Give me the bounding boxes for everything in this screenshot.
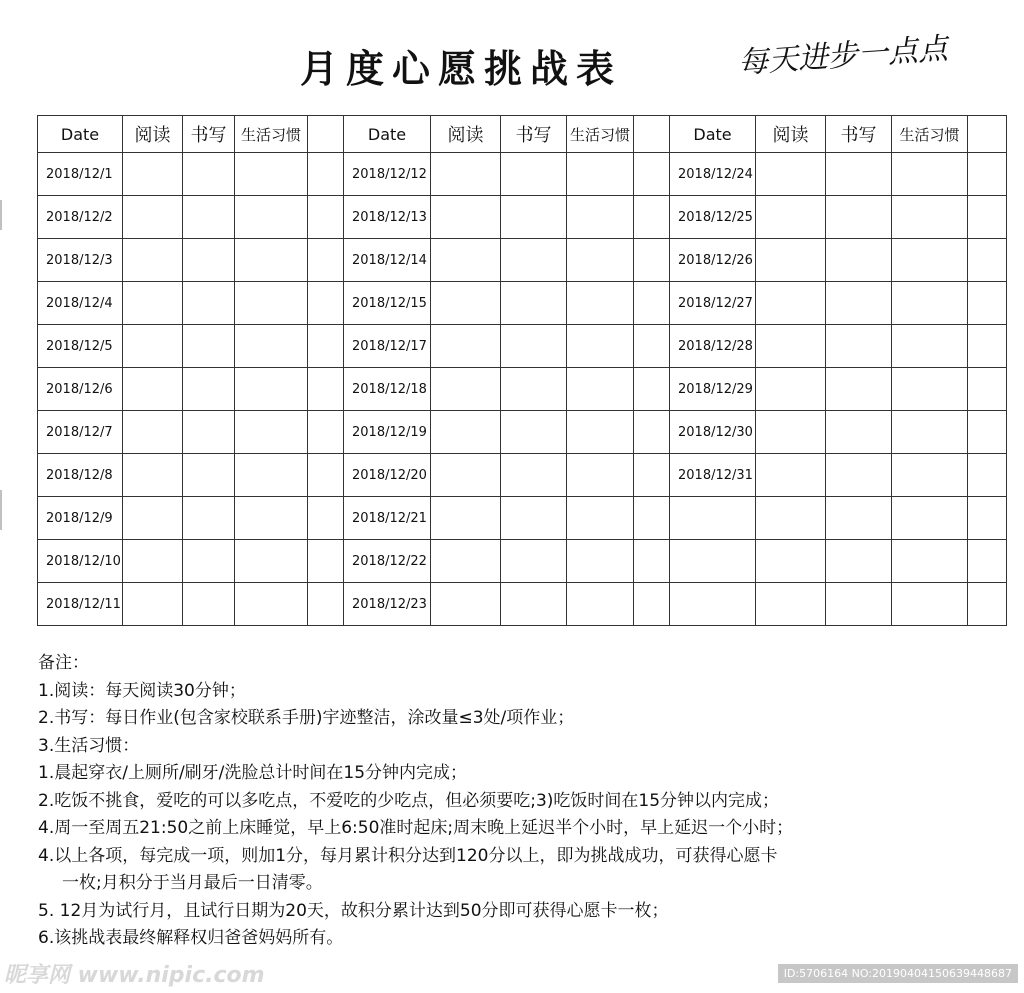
check-cell[interactable] xyxy=(634,583,670,626)
page-title: 月度心愿挑战表 xyxy=(300,47,623,91)
check-cell[interactable] xyxy=(892,497,968,540)
date-cell: 2018/12/29 xyxy=(670,368,756,411)
table-row xyxy=(344,454,670,497)
check-cell[interactable] xyxy=(123,497,183,540)
check-cell[interactable] xyxy=(235,583,308,626)
table-row xyxy=(38,583,344,626)
table-row xyxy=(670,239,1007,282)
check-cell[interactable] xyxy=(501,282,567,325)
check-cell[interactable] xyxy=(308,411,344,454)
check-cell[interactable] xyxy=(501,411,567,454)
check-cell[interactable] xyxy=(123,282,183,325)
date-cell: 2018/12/24 xyxy=(670,153,756,196)
date-cell: 2018/12/11 xyxy=(38,583,123,626)
check-cell[interactable] xyxy=(892,153,968,196)
notes-heading: 备注： xyxy=(38,653,89,673)
check-cell[interactable] xyxy=(308,540,344,583)
table-row xyxy=(344,411,670,454)
check-cell[interactable] xyxy=(968,282,1007,325)
check-cell[interactable] xyxy=(308,368,344,411)
date-cell: 2018/12/18 xyxy=(344,368,431,411)
check-cell[interactable] xyxy=(826,368,892,411)
table-row xyxy=(344,196,670,239)
header-habits: 生活习惯 xyxy=(892,116,968,153)
date-cell: 2018/12/7 xyxy=(38,411,123,454)
check-cell[interactable] xyxy=(826,153,892,196)
check-cell[interactable] xyxy=(826,454,892,497)
table-row xyxy=(344,368,670,411)
check-cell[interactable] xyxy=(892,454,968,497)
date-cell: 2018/12/6 xyxy=(38,368,123,411)
table-row xyxy=(344,540,670,583)
check-cell[interactable] xyxy=(431,282,501,325)
check-cell[interactable] xyxy=(756,368,826,411)
check-cell[interactable] xyxy=(826,411,892,454)
check-cell[interactable] xyxy=(123,196,183,239)
header-writing: 书写 xyxy=(826,116,892,153)
check-cell[interactable] xyxy=(235,239,308,282)
check-cell[interactable] xyxy=(123,583,183,626)
date-cell: 2018/12/4 xyxy=(38,282,123,325)
check-cell[interactable] xyxy=(567,153,634,196)
check-cell[interactable] xyxy=(634,497,670,540)
date-cell: 2018/12/22 xyxy=(344,540,431,583)
check-cell[interactable] xyxy=(308,583,344,626)
check-cell[interactable] xyxy=(892,282,968,325)
header-habits: 生活习惯 xyxy=(567,116,634,153)
table-row xyxy=(38,153,344,196)
table-row xyxy=(670,411,1007,454)
check-cell[interactable] xyxy=(756,325,826,368)
check-cell[interactable] xyxy=(756,583,826,626)
watermark-id: ID:5706164 NO:20190404150639448687 xyxy=(778,964,1018,983)
date-cell: 2018/12/13 xyxy=(344,196,431,239)
header-reading: 阅读 xyxy=(431,116,501,153)
table-row xyxy=(344,239,670,282)
notes xyxy=(38,650,998,953)
table-row xyxy=(38,196,344,239)
check-cell[interactable] xyxy=(634,282,670,325)
edge-mark xyxy=(0,490,2,530)
date-cell: 2018/12/8 xyxy=(38,454,123,497)
check-cell[interactable] xyxy=(123,368,183,411)
date-cell: 2018/12/19 xyxy=(344,411,431,454)
date-cell: 2018/12/12 xyxy=(344,153,431,196)
watermark-logo: 昵享网 www.nipic.com xyxy=(4,963,265,988)
check-cell[interactable] xyxy=(235,325,308,368)
check-cell[interactable] xyxy=(183,196,235,239)
note-line: 1.晨起穿衣/上厕所/刷牙/洗脸总计时间在15分钟内完成； xyxy=(38,763,468,783)
check-cell[interactable] xyxy=(634,368,670,411)
check-cell[interactable] xyxy=(756,239,826,282)
check-cell[interactable] xyxy=(968,153,1007,196)
table-row xyxy=(670,325,1007,368)
check-cell[interactable] xyxy=(567,411,634,454)
note-line: 2.书写：每日作业(包含家校联系手册)宇迹整洁，涂改量≤3处/项作业； xyxy=(38,708,575,728)
table-row xyxy=(670,583,1007,626)
table-row xyxy=(670,368,1007,411)
check-cell[interactable] xyxy=(968,497,1007,540)
date-cell: 2018/12/5 xyxy=(38,325,123,368)
check-cell[interactable] xyxy=(431,368,501,411)
check-cell[interactable] xyxy=(756,196,826,239)
date-cell: 2018/12/2 xyxy=(38,196,123,239)
check-cell[interactable] xyxy=(431,454,501,497)
check-cell[interactable] xyxy=(756,497,826,540)
check-cell[interactable] xyxy=(968,540,1007,583)
check-cell[interactable] xyxy=(634,153,670,196)
date-cell: 2018/12/15 xyxy=(344,282,431,325)
check-cell[interactable] xyxy=(826,583,892,626)
check-cell[interactable] xyxy=(892,239,968,282)
check-cell[interactable] xyxy=(892,411,968,454)
chart-block-3 xyxy=(669,115,1007,626)
date-cell: 2018/12/9 xyxy=(38,497,123,540)
check-cell[interactable] xyxy=(968,583,1007,626)
note-line: 3.生活习惯： xyxy=(38,735,140,756)
table-row xyxy=(38,325,344,368)
header-blank xyxy=(968,116,1007,153)
table-row xyxy=(670,153,1007,196)
header-writing: 书写 xyxy=(183,116,235,153)
check-cell[interactable] xyxy=(756,411,826,454)
check-cell[interactable] xyxy=(567,583,634,626)
check-cell[interactable] xyxy=(756,282,826,325)
check-cell[interactable] xyxy=(183,497,235,540)
check-cell[interactable] xyxy=(826,540,892,583)
check-cell[interactable] xyxy=(567,325,634,368)
check-cell[interactable] xyxy=(123,540,183,583)
check-cell[interactable] xyxy=(892,583,968,626)
date-cell: 2018/12/1 xyxy=(38,153,123,196)
date-cell: 2018/12/17 xyxy=(344,325,431,368)
note-line: 2.吃饭不挑食，爱吃的可以多吃点，不爱吃的少吃点，但必须要吃;3)吃饭时间在15分钟以内完成； xyxy=(38,790,780,811)
check-cell[interactable] xyxy=(567,196,634,239)
date-cell: 2018/12/28 xyxy=(670,325,756,368)
check-cell[interactable] xyxy=(968,368,1007,411)
check-cell[interactable] xyxy=(567,282,634,325)
table-row xyxy=(38,540,344,583)
slogan: 每天进步一点点 xyxy=(737,31,949,81)
check-cell[interactable] xyxy=(308,325,344,368)
header-row xyxy=(670,116,1007,153)
check-cell[interactable] xyxy=(183,282,235,325)
check-cell[interactable] xyxy=(123,411,183,454)
chart-block-1 xyxy=(37,115,344,626)
table-row xyxy=(344,583,670,626)
date-cell: 2018/12/23 xyxy=(344,583,431,626)
header-date: Date xyxy=(670,116,756,153)
check-cell[interactable] xyxy=(567,239,634,282)
check-cell[interactable] xyxy=(501,239,567,282)
table-row xyxy=(38,497,344,540)
check-cell[interactable] xyxy=(308,239,344,282)
date-cell: 2018/12/30 xyxy=(670,411,756,454)
note-line: 1.阅读：每天阅读30分钟； xyxy=(38,680,246,701)
note-line: 4.周一至周五21:50之前上床睡觉，早上6:50准时起床;周末晚上延迟半个小时，早上延迟一个小时； xyxy=(38,818,794,838)
date-cell: 2018/12/27 xyxy=(670,282,756,325)
check-cell[interactable] xyxy=(634,239,670,282)
date-cell: 2018/12/31 xyxy=(670,454,756,497)
check-cell[interactable] xyxy=(431,325,501,368)
check-cell[interactable] xyxy=(308,153,344,196)
check-cell[interactable] xyxy=(892,196,968,239)
note-line: 一枚;月积分于当月最后一日清零。 xyxy=(62,873,323,893)
date-cell xyxy=(670,583,756,626)
check-cell[interactable] xyxy=(235,454,308,497)
check-cell[interactable] xyxy=(501,497,567,540)
header-writing: 书写 xyxy=(501,116,567,153)
table-row xyxy=(670,540,1007,583)
header-reading: 阅读 xyxy=(123,116,183,153)
header-reading: 阅读 xyxy=(756,116,826,153)
header-blank xyxy=(634,116,670,153)
check-cell[interactable] xyxy=(634,454,670,497)
check-cell[interactable] xyxy=(968,239,1007,282)
check-cell[interactable] xyxy=(892,325,968,368)
table-row xyxy=(344,497,670,540)
date-cell: 2018/12/25 xyxy=(670,196,756,239)
date-cell: 2018/12/21 xyxy=(344,497,431,540)
check-cell[interactable] xyxy=(183,153,235,196)
check-cell[interactable] xyxy=(235,368,308,411)
check-cell[interactable] xyxy=(968,454,1007,497)
header-habits: 生活习惯 xyxy=(235,116,308,153)
check-cell[interactable] xyxy=(634,325,670,368)
table-row xyxy=(344,282,670,325)
check-cell[interactable] xyxy=(431,540,501,583)
check-cell[interactable] xyxy=(183,540,235,583)
header-row xyxy=(344,116,670,153)
check-cell[interactable] xyxy=(235,411,308,454)
check-cell[interactable] xyxy=(235,282,308,325)
check-cell[interactable] xyxy=(235,497,308,540)
check-cell[interactable] xyxy=(634,540,670,583)
table-row xyxy=(344,153,670,196)
check-cell[interactable] xyxy=(123,325,183,368)
table-row xyxy=(344,325,670,368)
note-line: 5. 12月为试行月，且试行日期为20天，故积分累计达到50分即可获得心愿卡一枚； xyxy=(38,900,669,921)
check-cell[interactable] xyxy=(235,153,308,196)
table-row xyxy=(670,282,1007,325)
table-row xyxy=(670,454,1007,497)
check-cell[interactable] xyxy=(501,540,567,583)
check-cell[interactable] xyxy=(431,153,501,196)
check-cell[interactable] xyxy=(183,239,235,282)
table-row xyxy=(38,239,344,282)
check-cell[interactable] xyxy=(634,411,670,454)
check-cell[interactable] xyxy=(183,454,235,497)
check-cell[interactable] xyxy=(501,196,567,239)
check-cell[interactable] xyxy=(123,239,183,282)
date-cell: 2018/12/26 xyxy=(670,239,756,282)
chart-block-2 xyxy=(343,115,670,626)
check-cell[interactable] xyxy=(501,454,567,497)
check-cell[interactable] xyxy=(431,411,501,454)
check-cell[interactable] xyxy=(826,239,892,282)
table-row xyxy=(38,454,344,497)
check-cell[interactable] xyxy=(634,196,670,239)
check-cell[interactable] xyxy=(826,497,892,540)
check-cell[interactable] xyxy=(567,497,634,540)
check-cell[interactable] xyxy=(567,540,634,583)
check-cell[interactable] xyxy=(235,540,308,583)
check-cell[interactable] xyxy=(183,583,235,626)
check-cell[interactable] xyxy=(501,583,567,626)
table-row xyxy=(38,368,344,411)
check-cell[interactable] xyxy=(183,411,235,454)
check-cell[interactable] xyxy=(567,454,634,497)
check-cell[interactable] xyxy=(431,497,501,540)
header-blank xyxy=(308,116,344,153)
header-date: Date xyxy=(344,116,431,153)
check-cell[interactable] xyxy=(123,454,183,497)
check-cell[interactable] xyxy=(308,454,344,497)
check-cell[interactable] xyxy=(968,325,1007,368)
check-cell[interactable] xyxy=(183,325,235,368)
check-cell[interactable] xyxy=(756,540,826,583)
check-cell[interactable] xyxy=(826,325,892,368)
date-cell: 2018/12/3 xyxy=(38,239,123,282)
date-cell: 2018/12/10 xyxy=(38,540,123,583)
edge-mark xyxy=(0,200,2,230)
check-cell[interactable] xyxy=(308,282,344,325)
table-row xyxy=(670,497,1007,540)
check-cell[interactable] xyxy=(826,196,892,239)
check-cell[interactable] xyxy=(431,583,501,626)
check-cell[interactable] xyxy=(892,540,968,583)
date-cell: 2018/12/20 xyxy=(344,454,431,497)
check-cell[interactable] xyxy=(235,196,308,239)
date-cell xyxy=(670,497,756,540)
check-cell[interactable] xyxy=(183,368,235,411)
note-line: 4.以上各项，每完成一项，则加1分，每月累计积分达到120分以上，即为挑战成功，可获得心愿卡 xyxy=(38,845,778,866)
header-date: Date xyxy=(38,116,123,153)
check-cell[interactable] xyxy=(756,153,826,196)
check-cell[interactable] xyxy=(431,196,501,239)
check-cell[interactable] xyxy=(756,454,826,497)
note-line: 6.该挑战表最终解释权归爸爸妈妈所有。 xyxy=(38,928,344,948)
check-cell[interactable] xyxy=(431,239,501,282)
date-cell xyxy=(670,540,756,583)
check-cell[interactable] xyxy=(567,368,634,411)
table-row xyxy=(38,282,344,325)
check-cell[interactable] xyxy=(501,153,567,196)
check-cell[interactable] xyxy=(501,368,567,411)
check-cell[interactable] xyxy=(968,411,1007,454)
check-cell[interactable] xyxy=(308,497,344,540)
header-row xyxy=(38,116,344,153)
date-cell: 2018/12/14 xyxy=(344,239,431,282)
check-cell[interactable] xyxy=(501,325,567,368)
check-cell[interactable] xyxy=(123,153,183,196)
table-row xyxy=(38,411,344,454)
check-cell[interactable] xyxy=(308,196,344,239)
check-cell[interactable] xyxy=(968,196,1007,239)
check-cell[interactable] xyxy=(826,282,892,325)
table-row xyxy=(670,196,1007,239)
check-cell[interactable] xyxy=(892,368,968,411)
